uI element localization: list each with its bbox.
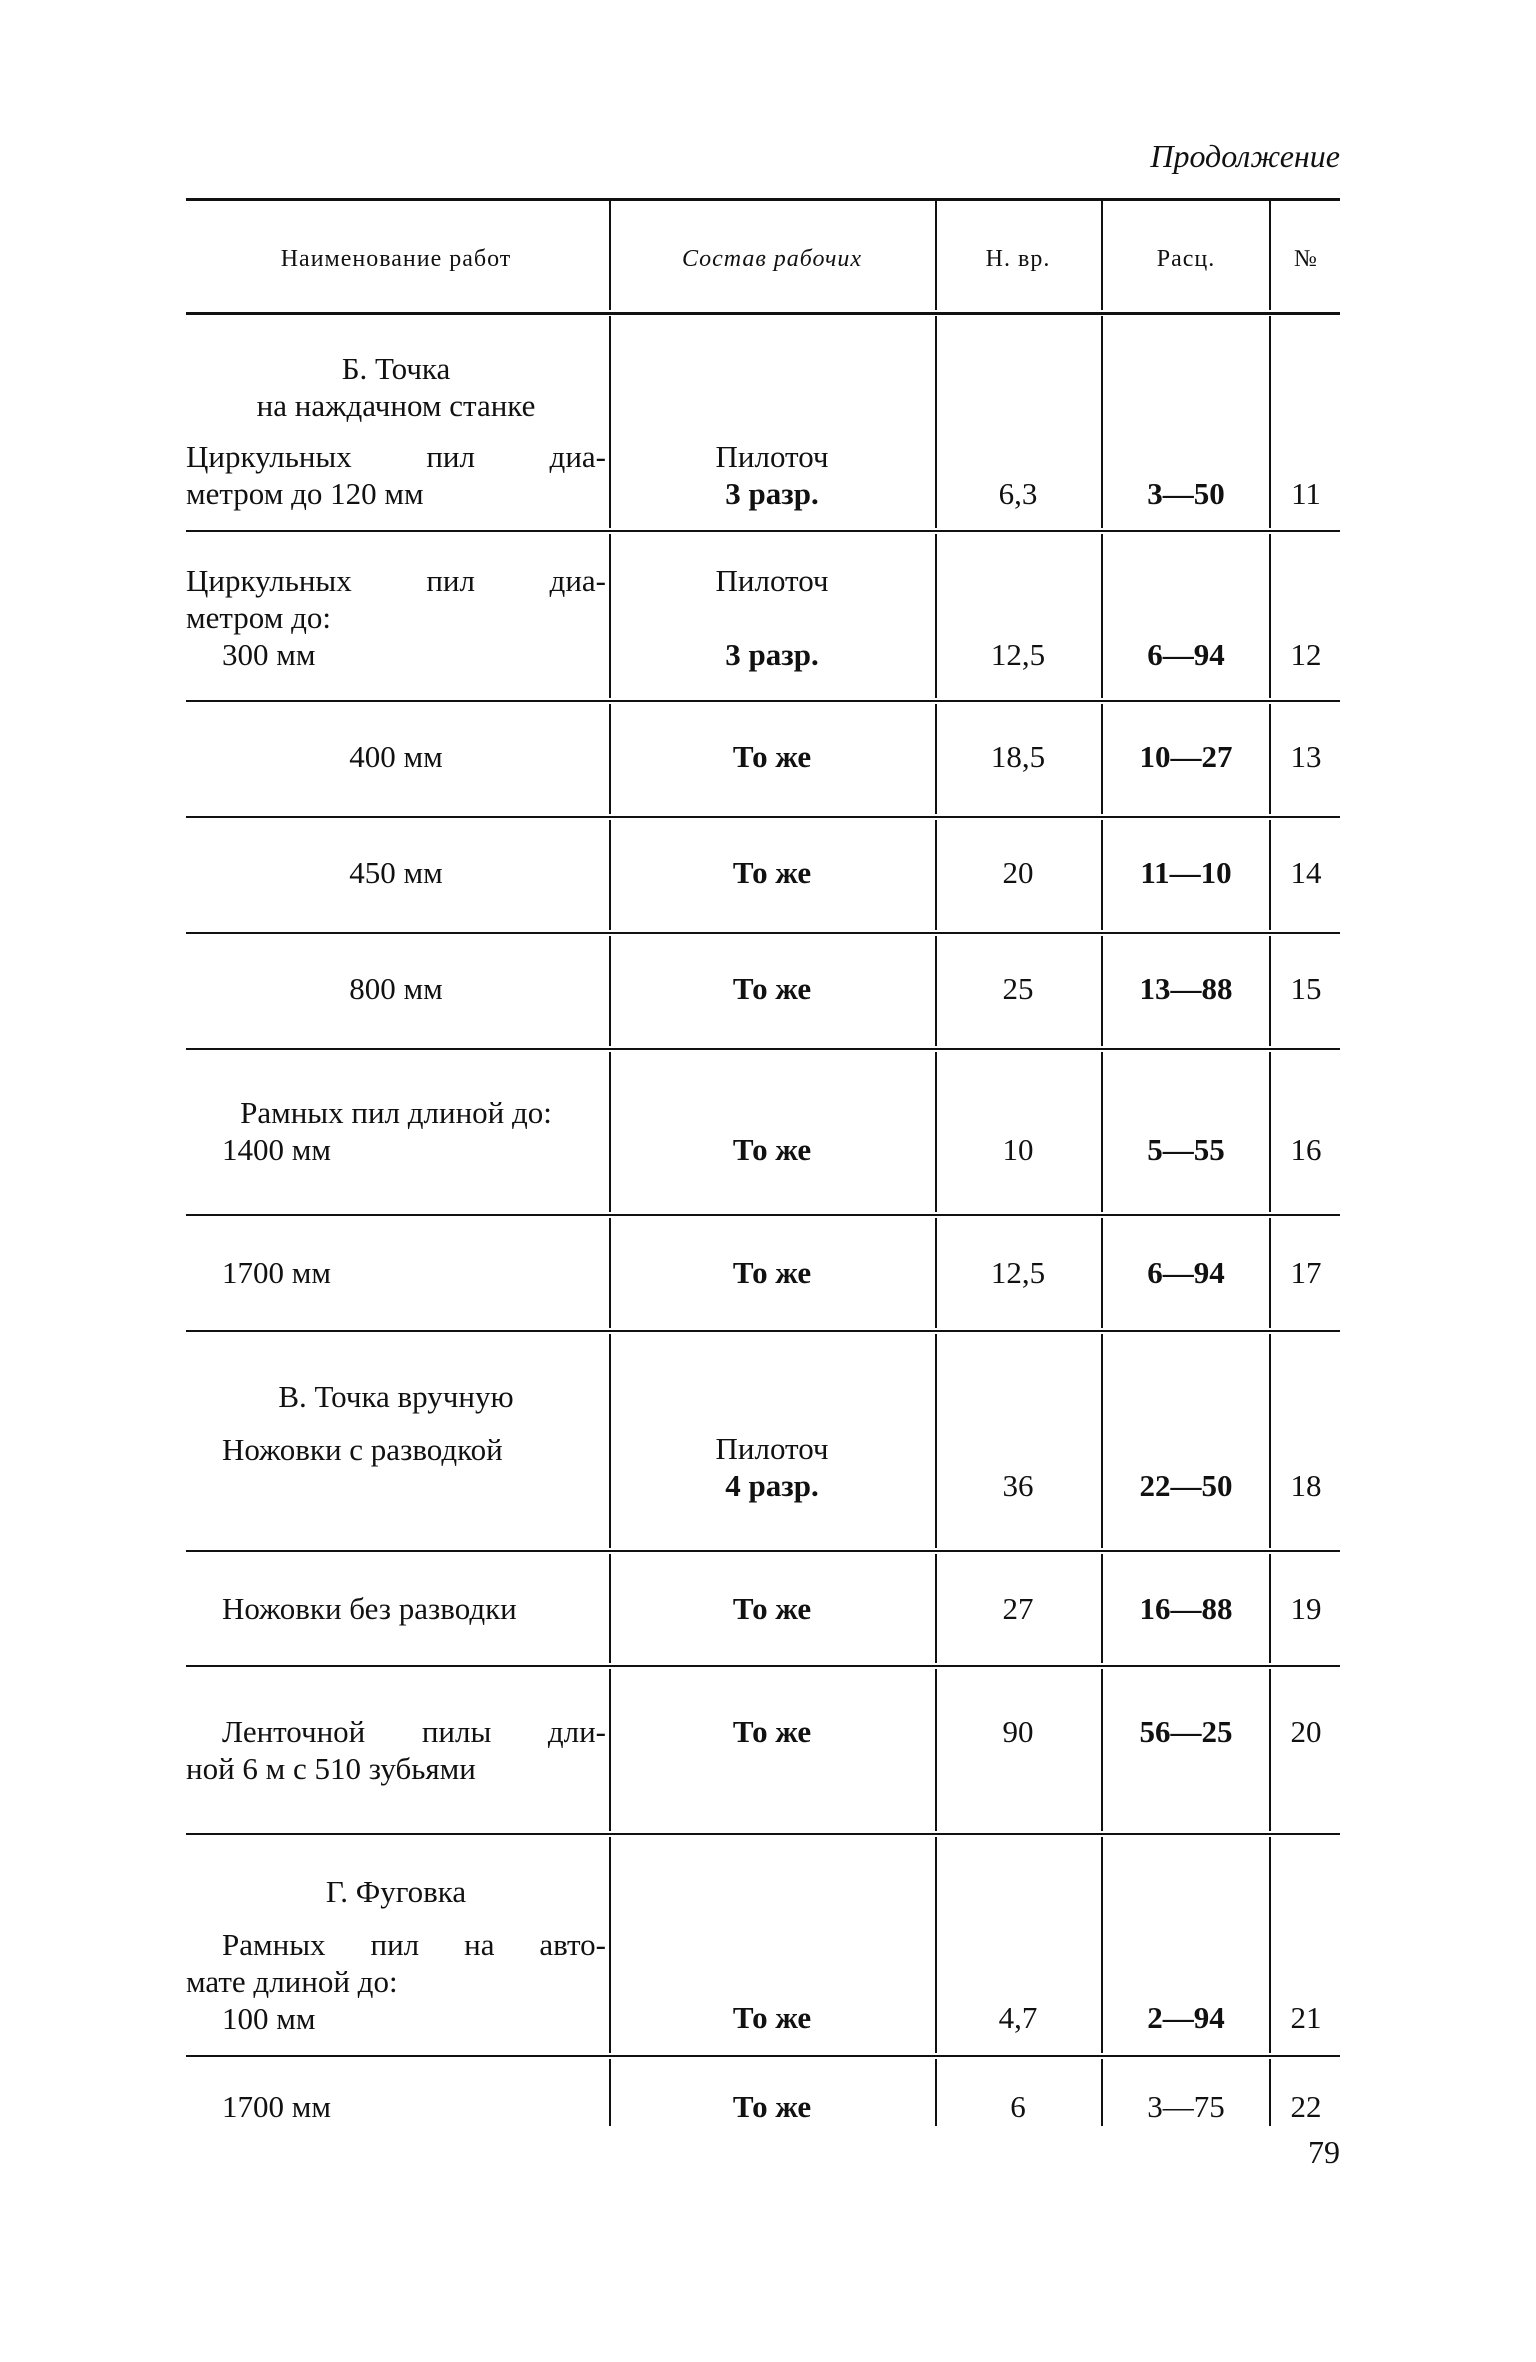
name-line: 1400 мм: [222, 1132, 331, 1167]
header-name: Наименование работ: [280, 246, 512, 272]
page-number: 79: [1308, 2134, 1340, 2170]
column-separator: [609, 1554, 611, 1663]
table-row-14-workers: То же: [732, 855, 812, 890]
header-bottom-rule: [186, 312, 1340, 315]
name-line: ной 6 м с 510 зубьями: [186, 1751, 476, 1786]
column-separator: [609, 936, 611, 1046]
row-divider: [186, 1048, 1340, 1050]
column-separator: [1101, 1837, 1103, 2053]
row-divider: [186, 1214, 1340, 1216]
table-row-12-name: [186, 562, 606, 673]
table-row-20-workers: То же: [732, 1714, 812, 1749]
table-row-14-num: 14: [1290, 855, 1322, 890]
column-separator: [1101, 316, 1103, 528]
column-separator: [1101, 1554, 1103, 1663]
column-separator: [935, 1669, 937, 1831]
column-separator: [609, 1334, 611, 1548]
name-line: метром до:: [186, 600, 331, 635]
column-separator: [935, 704, 937, 814]
column-separator: [1101, 1669, 1103, 1831]
table-row-16-rate: 5—55: [1147, 1132, 1225, 1167]
column-separator: [609, 704, 611, 814]
name-line: Рамных пил длиной до:: [240, 1095, 552, 1130]
column-separator: [1269, 534, 1271, 698]
name-line: Ножовки без разводки: [222, 1591, 517, 1626]
column-separator: [1269, 1218, 1271, 1328]
table-row-18-num: 18: [1290, 1468, 1322, 1503]
table-row-14-rate: 11—10: [1140, 855, 1232, 890]
worker-grade: 4 разр.: [725, 1468, 819, 1503]
column-separator: [609, 820, 611, 930]
worker-line: Пилоточ: [715, 1431, 829, 1466]
name-line: Циркульных пил диа-: [186, 439, 606, 474]
row-divider: [186, 1665, 1340, 1667]
name-line: Ножовки с разводкой: [222, 1432, 503, 1467]
table-row-13-name: 400 мм: [349, 739, 443, 774]
table-row-18-name: [186, 1378, 606, 1468]
worker-line: Пилоточ: [715, 439, 829, 474]
name-line: 1700 мм: [222, 2089, 331, 2124]
table-row-12-num: 12: [1290, 637, 1322, 672]
table-row-15-rate: 13—88: [1139, 971, 1233, 1006]
table-row-14-name: 450 мм: [349, 855, 443, 890]
row-divider: [186, 700, 1340, 702]
table-row-15-num: 15: [1290, 971, 1322, 1006]
table-row-16-workers: То же: [732, 1132, 812, 1167]
table-row-20-name: [186, 1713, 606, 1787]
column-separator: [1101, 936, 1103, 1046]
column-separator: [935, 1554, 937, 1663]
column-separator: [1269, 1669, 1271, 1831]
column-separator: [1269, 200, 1271, 310]
row-divider: [186, 1550, 1340, 1552]
column-separator: [1101, 1052, 1103, 1212]
table-row-12-workers: [612, 562, 932, 673]
column-separator: [935, 820, 937, 930]
table-row-19-num: 19: [1290, 1591, 1322, 1626]
column-separator: [935, 1334, 937, 1548]
row-divider: [186, 1833, 1340, 1835]
table-row-11-workers: [612, 438, 932, 512]
table-row-18-rate: 22—50: [1139, 1468, 1233, 1503]
column-separator: [935, 1218, 937, 1328]
table-row-17-name: [186, 1254, 606, 1291]
column-separator: [609, 1669, 611, 1831]
column-separator: [1269, 1837, 1271, 2053]
table-row-21-norm: 4,7: [998, 2000, 1038, 2035]
section-subtitle: на наждачном станке: [256, 388, 536, 423]
row-divider: [186, 530, 1340, 532]
table-row-18-norm: 36: [1002, 1468, 1034, 1503]
table-row-13-num: 13: [1290, 739, 1322, 774]
column-separator: [1269, 1334, 1271, 1548]
worker-line: Пилоточ: [715, 563, 829, 598]
name-line: Рамных пил на авто-: [222, 1927, 606, 1962]
column-separator: [1101, 2059, 1103, 2126]
column-separator: [1269, 820, 1271, 930]
table-row-20-rate: 56—25: [1139, 1714, 1233, 1749]
table-row-17-norm: 12,5: [990, 1255, 1046, 1290]
row-divider: [186, 932, 1340, 934]
table-row-19-name: [186, 1590, 606, 1627]
column-separator: [609, 200, 611, 310]
column-separator: [1101, 704, 1103, 814]
column-separator: [1269, 704, 1271, 814]
table-row-22-rate: 3—75: [1147, 2089, 1225, 2124]
header-norm-time: Н. вр.: [985, 246, 1051, 272]
column-separator: [1101, 820, 1103, 930]
table-row-15-workers: То же: [732, 971, 812, 1006]
table-row-15-norm: 25: [1002, 971, 1034, 1006]
section-title: Б. Точка: [341, 351, 451, 386]
column-separator: [1269, 316, 1271, 528]
column-separator: [1269, 1554, 1271, 1663]
column-separator: [935, 200, 937, 310]
table-row-11-num: 11: [1291, 476, 1321, 511]
table-row-21-name: [186, 1873, 606, 2037]
name-line: 100 мм: [222, 2001, 316, 2036]
table-row-21-num: 21: [1290, 2000, 1322, 2035]
table-row-20-num: 20: [1290, 1714, 1322, 1749]
table-row-21-rate: 2—94: [1147, 2000, 1225, 2035]
table-row-18-workers: [612, 1430, 932, 1504]
name-line: метром до 120 мм: [186, 476, 424, 511]
table-row-16-num: 16: [1290, 1132, 1322, 1167]
table-row-15-name: 800 мм: [349, 971, 443, 1006]
table-row-22-workers: То же: [732, 2089, 812, 2124]
column-separator: [609, 2059, 611, 2126]
continuation-label: Продолжение: [1150, 138, 1340, 174]
table-row-11-rate: 3—50: [1147, 476, 1225, 511]
table-row-22-norm: 6: [1010, 2089, 1026, 2124]
table-row-19-norm: 27: [1002, 1591, 1034, 1626]
header-number: №: [1294, 246, 1318, 272]
header-workers: Состав рабочих: [681, 246, 863, 272]
worker-grade: 3 разр.: [725, 476, 819, 511]
table-row-17-num: 17: [1290, 1255, 1322, 1290]
column-separator: [1101, 1218, 1103, 1328]
name-line: 300 мм: [222, 637, 316, 672]
column-separator: [609, 316, 611, 528]
row-divider: [186, 1330, 1340, 1332]
section-title: В. Точка вручную: [278, 1379, 514, 1414]
name-line: Ленточной пилы дли-: [222, 1714, 606, 1749]
row-divider: [186, 816, 1340, 818]
header-rate: Расц.: [1156, 246, 1216, 272]
row-divider: [186, 2055, 1340, 2057]
name-line: Циркульных пил диа-: [186, 563, 606, 598]
table-row-14-norm: 20: [1002, 855, 1034, 890]
table-row-17-rate: 6—94: [1147, 1255, 1225, 1290]
table-row-20-norm: 90: [1002, 1714, 1034, 1749]
table-row-22-name: [186, 2088, 606, 2125]
column-separator: [609, 1052, 611, 1212]
column-separator: [935, 936, 937, 1046]
table-row-17-workers: То же: [732, 1255, 812, 1290]
column-separator: [1269, 2059, 1271, 2126]
name-line: 1700 мм: [222, 1255, 331, 1290]
table-row-16-name: [186, 1094, 606, 1168]
column-separator: [609, 1837, 611, 2053]
table-row-13-workers: То же: [732, 739, 812, 774]
table-row-13-rate: 10—27: [1139, 739, 1233, 774]
column-separator: [935, 316, 937, 528]
name-line: мате длиной до:: [186, 1964, 398, 1999]
table-row-13-norm: 18,5: [990, 739, 1046, 774]
worker-grade: 3 разр.: [725, 637, 819, 672]
column-separator: [1269, 1052, 1271, 1212]
column-separator: [1101, 534, 1103, 698]
column-separator: [1269, 936, 1271, 1046]
column-separator: [609, 534, 611, 698]
section-title: Г. Фуговка: [325, 1874, 467, 1909]
table-row-22-num: 22: [1290, 2089, 1322, 2124]
table-row-12-norm: 12,5: [990, 637, 1046, 672]
column-separator: [935, 2059, 937, 2126]
table-row-19-workers: То же: [732, 1591, 812, 1626]
table-row-16-norm: 10: [1002, 1132, 1034, 1167]
table-row-11-norm: 6,3: [998, 476, 1038, 511]
table-top-rule: [186, 198, 1340, 201]
column-separator: [609, 1218, 611, 1328]
table-row-21-workers: То же: [732, 2000, 812, 2035]
table-row-11-name: [186, 350, 606, 512]
column-separator: [935, 1837, 937, 2053]
table-row-19-rate: 16—88: [1139, 1591, 1233, 1626]
column-separator: [935, 534, 937, 698]
table-row-12-rate: 6—94: [1147, 637, 1225, 672]
column-separator: [935, 1052, 937, 1212]
column-separator: [1101, 1334, 1103, 1548]
column-separator: [1101, 200, 1103, 310]
